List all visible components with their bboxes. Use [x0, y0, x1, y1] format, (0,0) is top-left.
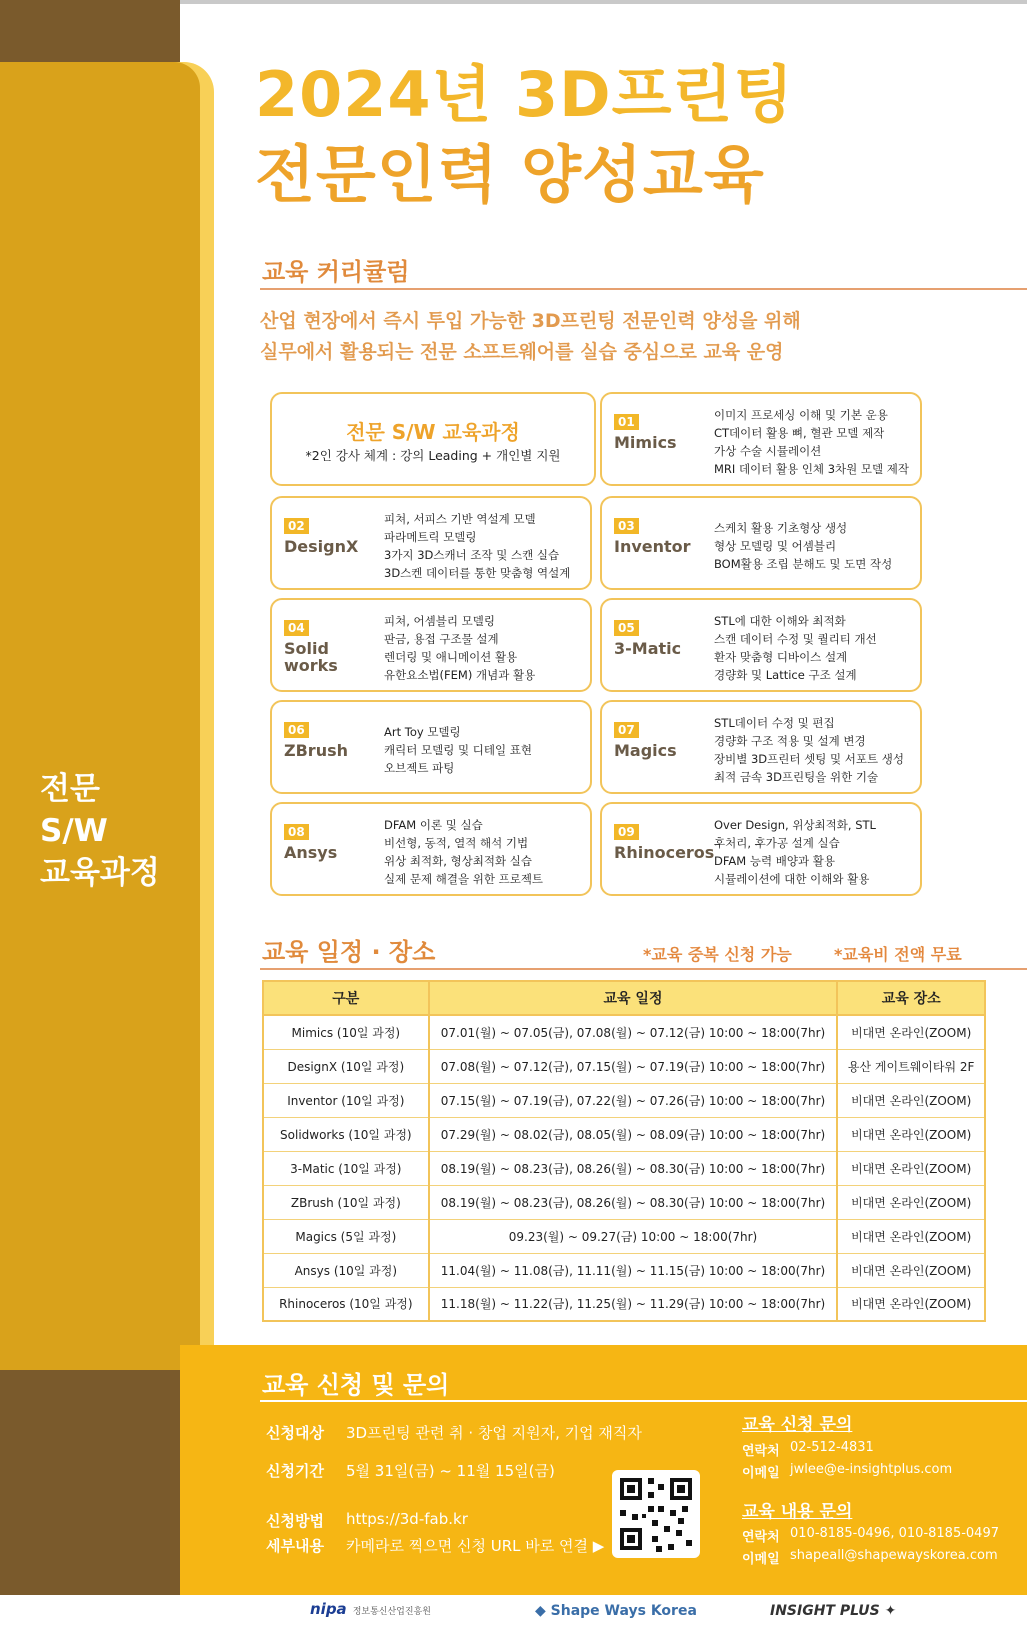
qr-code-icon	[612, 1470, 700, 1558]
course-name: Inventor	[614, 537, 691, 556]
table-row	[263, 1253, 985, 1287]
course-card	[600, 802, 922, 896]
period-label: 신청기간	[266, 1462, 324, 1480]
cell-dates: 07.08(월) ~ 07.12(금), 07.15(월) ~ 07.19(금) 10:00 ~ 18:00(7hr)	[429, 1049, 838, 1083]
featured-subtitle: *2인 강사 체계 : 강의 Leading + 개인별 지원	[305, 448, 561, 463]
intro-line: 실무에서 활용되는 전문 소프트웨어를 실습 중심으로 교육 운영	[260, 341, 784, 363]
cell-dates: 08.19(월) ~ 08.23(금), 08.26(월) ~ 08.30(금) 10:00 ~ 18:00(7hr)	[429, 1185, 838, 1219]
course-name: Rhinoceros	[614, 843, 715, 862]
plus-star-icon: ✦	[879, 1603, 897, 1619]
cell-course: Rhinoceros (10일 과정)	[263, 1287, 429, 1321]
course-description-line: 3가지 3D스캐너 조작 및 스캔 실습	[384, 548, 560, 562]
cell-place: 비대면 온라인(ZOOM)	[837, 1287, 985, 1321]
course-card	[600, 496, 922, 590]
course-description-line: DFAM 이론 및 실습	[384, 818, 483, 832]
note-free: *교육비 전액 무료	[834, 945, 962, 964]
course-description-line: STL에 대한 이해와 최적화	[714, 614, 846, 628]
course-description-line: MRI 데이터 활용 인체 3차원 모델 제작	[714, 462, 909, 476]
cell-course: Inventor (10일 과정)	[263, 1083, 429, 1117]
nipa-logo-subtext: 정보통신산업진흥원	[352, 1607, 431, 1617]
course-number-badge: 04	[284, 620, 309, 636]
cell-dates: 09.23(월) ~ 09.27(금) 10:00 ~ 18:00(7hr)	[429, 1219, 838, 1253]
course-number-badge: 01	[614, 414, 639, 430]
course-description-line: 스케치 활용 기초형상 생성	[714, 521, 848, 535]
cell-course: Mimics (10일 과정)	[263, 1015, 429, 1049]
course-description-line: 캐릭터 모델링 및 디테일 표현	[384, 743, 532, 757]
table-row	[263, 1219, 985, 1253]
course-name: Mimics	[614, 433, 677, 452]
detail-value: 카메라로 찍으면 신청 URL 바로 연결 ▶	[346, 1537, 605, 1555]
course-description-line: 장비별 3D프린터 셋팅 및 서포트 생성	[714, 752, 904, 766]
course-number-badge: 05	[614, 620, 639, 636]
header-schedule: 교육 일정	[429, 981, 838, 1015]
table-row	[263, 1015, 985, 1049]
method-link[interactable]: https://3d-fab.kr	[346, 1510, 468, 1528]
page-title	[255, 55, 794, 215]
cell-course: Magics (5일 과정)	[263, 1219, 429, 1253]
table-header-row	[263, 981, 985, 1015]
schedule-divider	[260, 968, 1027, 970]
course-description-line: 위상 최적화, 형상최적화 실습	[384, 854, 532, 868]
apply-heading: 교육 신청 및 문의	[262, 1371, 450, 1399]
course-card	[270, 496, 592, 590]
detail-label: 세부내용	[266, 1537, 324, 1555]
curriculum-heading: 교육 커리큘럼	[262, 258, 410, 286]
course-description-line: 가상 수술 시뮬레이션	[714, 444, 822, 458]
course-number-badge: 03	[614, 518, 639, 534]
course-number-badge: 02	[284, 518, 309, 534]
cell-place: 용산 게이트웨이타워 2F	[837, 1049, 985, 1083]
header-location: 교육 장소	[837, 981, 985, 1015]
contact-content-phone-label: 연락처	[742, 1530, 780, 1545]
cell-place: 비대면 온라인(ZOOM)	[837, 1015, 985, 1049]
contact-apply-phone[interactable]: 02-512-4831	[790, 1440, 874, 1455]
cell-course: ZBrush (10일 과정)	[263, 1185, 429, 1219]
course-description-line: 최적 금속 3D프린팅을 위한 기술	[714, 770, 879, 784]
cell-dates: 08.19(월) ~ 08.23(금), 08.26(월) ~ 08.30(금) 10:00 ~ 18:00(7hr)	[429, 1151, 838, 1185]
cell-place: 비대면 온라인(ZOOM)	[837, 1253, 985, 1287]
course-description-line: 시뮬레이션에 대한 이해와 활용	[714, 872, 870, 886]
course-description-line: 렌더링 및 애니메이션 활용	[384, 650, 518, 664]
cell-place: 비대면 온라인(ZOOM)	[837, 1117, 985, 1151]
cell-dates: 07.01(월) ~ 07.05(금), 07.08(월) ~ 07.12(금) 10:00 ~ 18:00(7hr)	[429, 1015, 838, 1049]
cell-place: 비대면 온라인(ZOOM)	[837, 1083, 985, 1117]
course-card	[270, 802, 592, 896]
course-description-line: 스캔 데이터 수정 및 퀄리티 개선	[714, 632, 877, 646]
schedule-table	[262, 980, 986, 1322]
cell-dates: 07.15(월) ~ 07.19(금), 07.22(월) ~ 07.26(금) 10:00 ~ 18:00(7hr)	[429, 1083, 838, 1117]
left-side-label	[40, 768, 160, 894]
contact-content-heading: 교육 내용 문의	[742, 1502, 853, 1522]
schedule-heading: 교육 일정 · 장소	[262, 938, 436, 966]
note-duplicate: *교육 중복 신청 가능	[643, 945, 792, 964]
qr-code[interactable]	[612, 1470, 700, 1558]
course-description-line: 환자 맞춤형 디바이스 설계	[714, 650, 848, 664]
course-name: ZBrush	[284, 741, 348, 760]
insight-plus-logo	[770, 1603, 896, 1619]
course-number-badge: 07	[614, 722, 639, 738]
left-gold-band	[0, 62, 200, 1370]
course-description	[714, 816, 876, 888]
course-description-line: 유한요소법(FEM) 개념과 활용	[384, 668, 536, 682]
course-card	[600, 598, 922, 692]
contact-content-phone[interactable]: 010-8185-0496, 010-8185-0497	[790, 1526, 999, 1541]
curriculum-divider	[260, 288, 1027, 290]
curriculum-intro	[260, 306, 801, 368]
course-description-line: 형상 모델링 및 어셈블리	[714, 539, 837, 553]
course-card	[600, 700, 922, 794]
course-description-line: 오브젝트 파팅	[384, 761, 455, 775]
period-value: 5월 31일(금) ~ 11월 15일(금)	[346, 1462, 555, 1480]
shapeways-logo	[535, 1603, 697, 1619]
cell-course: DesignX (10일 과정)	[263, 1049, 429, 1083]
course-name: 3-Matic	[614, 639, 682, 658]
course-description-line: 비선형, 동적, 열적 해석 기법	[384, 836, 529, 850]
nipa-logo	[310, 1600, 431, 1618]
course-number-badge: 09	[614, 824, 639, 840]
contact-content-email-label: 이메일	[742, 1552, 780, 1567]
course-description-line: STL데이터 수정 및 편집	[714, 716, 835, 730]
table-row	[263, 1083, 985, 1117]
course-description	[714, 612, 877, 684]
shapeways-diamond-icon: ◆	[535, 1603, 551, 1619]
course-number-badge: 08	[284, 824, 309, 840]
contact-apply-phone-label: 연락처	[742, 1444, 780, 1459]
cell-dates: 11.18(월) ~ 11.22(금), 11.25(월) ~ 11.29(금) 10:00 ~ 18:00(7hr)	[429, 1287, 838, 1321]
table-row	[263, 1117, 985, 1151]
cell-course: Ansys (10일 과정)	[263, 1253, 429, 1287]
course-name: DesignX	[284, 537, 359, 556]
course-description-line: DFAM 능력 배양과 활용	[714, 854, 835, 868]
cell-place: 비대면 온라인(ZOOM)	[837, 1151, 985, 1185]
cell-course: 3-Matic (10일 과정)	[263, 1151, 429, 1185]
left-label-line: 전문	[40, 771, 100, 807]
course-description	[384, 723, 532, 777]
table-row	[263, 1287, 985, 1321]
target-value: 3D프린팅 관련 취 · 창업 지원자, 기업 재직자	[346, 1424, 642, 1442]
course-description-line: Over Design, 위상최적화, STL	[714, 818, 876, 832]
course-description-line: 파라메트릭 모델링	[384, 530, 477, 544]
course-number-badge: 06	[284, 722, 309, 738]
shapeways-logo-text: Shape Ways Korea	[550, 1603, 697, 1619]
course-description	[384, 612, 535, 684]
left-label-line: 교육과정	[40, 855, 160, 891]
course-description-line: 이미지 프로세싱 이해 및 기본 운용	[714, 408, 888, 422]
course-card	[600, 392, 922, 486]
target-label: 신청대상	[266, 1424, 324, 1442]
contact-apply-email-label: 이메일	[742, 1466, 780, 1481]
cell-course: Solidworks (10일 과정)	[263, 1117, 429, 1151]
course-description-line: 3D스켄 데이터를 통한 맞춤형 역설계	[384, 566, 571, 580]
left-label-line: S/W	[40, 813, 108, 849]
insight-logo-text: INSIGHT PLUS	[770, 1603, 880, 1619]
course-description	[714, 519, 892, 573]
course-description-line: BOM활용 조립 분해도 및 도면 작성	[714, 557, 893, 571]
cell-place: 비대면 온라인(ZOOM)	[837, 1219, 985, 1253]
header-category: 구분	[263, 981, 429, 1015]
course-description	[384, 816, 543, 888]
contact-content-email[interactable]: shapeall@shapewayskorea.com	[790, 1548, 998, 1563]
title-line-1: 2024년 3D프린팅	[255, 58, 795, 131]
course-description-line: 실제 문제 해결을 위한 프로젝트	[384, 872, 544, 886]
course-name: Ansys	[284, 843, 338, 862]
intro-line: 산업 현장에서 즉시 투입 가능한 3D프린팅 전문인력 양성을 위해	[260, 310, 801, 332]
contact-apply-heading: 교육 신청 문의	[742, 1415, 853, 1435]
contact-apply-email[interactable]: jwlee@e-insightplus.com	[790, 1462, 953, 1477]
cell-dates: 07.29(월) ~ 08.02(금), 08.05(월) ~ 08.09(금) 10:00 ~ 18:00(7hr)	[429, 1117, 838, 1151]
course-description-line: CT데이터 활용 뼈, 혈관 모델 제작	[714, 426, 885, 440]
course-name: Magics	[614, 741, 677, 760]
table-row	[263, 1185, 985, 1219]
featured-course-card	[270, 392, 596, 486]
featured-title: 전문 S/W 교육과정	[346, 420, 520, 444]
course-description-line: 경량화 구조 적용 및 설계 변경	[714, 734, 866, 748]
cell-place: 비대면 온라인(ZOOM)	[837, 1185, 985, 1219]
course-card	[270, 700, 592, 794]
course-description-line: 후처리, 후가공 설계 실습	[714, 836, 840, 850]
cell-dates: 11.04(월) ~ 11.08(금), 11.11(월) ~ 11.15(금) 10:00 ~ 18:00(7hr)	[429, 1253, 838, 1287]
course-description-line: Art Toy 모델링	[384, 725, 461, 739]
course-description	[384, 510, 570, 582]
course-description	[714, 714, 904, 786]
title-line-2: 전문인력 양성교육	[255, 138, 765, 211]
course-description-line: 판금, 용접 구조물 설계	[384, 632, 499, 646]
table-row	[263, 1151, 985, 1185]
course-description-line: 경량화 및 Lattice 구조 설계	[714, 668, 857, 682]
apply-divider	[260, 1400, 1027, 1402]
course-description-line: 피쳐, 어셈블리 모델링	[384, 614, 495, 628]
method-label: 신청방법	[266, 1512, 324, 1530]
course-description	[714, 406, 909, 478]
course-name: Solid works	[284, 639, 338, 675]
nipa-logo-text: nipa	[310, 1600, 347, 1618]
course-card	[270, 598, 592, 692]
table-row	[263, 1049, 985, 1083]
course-description-line: 피쳐, 서피스 기반 역설계 모델	[384, 512, 536, 526]
